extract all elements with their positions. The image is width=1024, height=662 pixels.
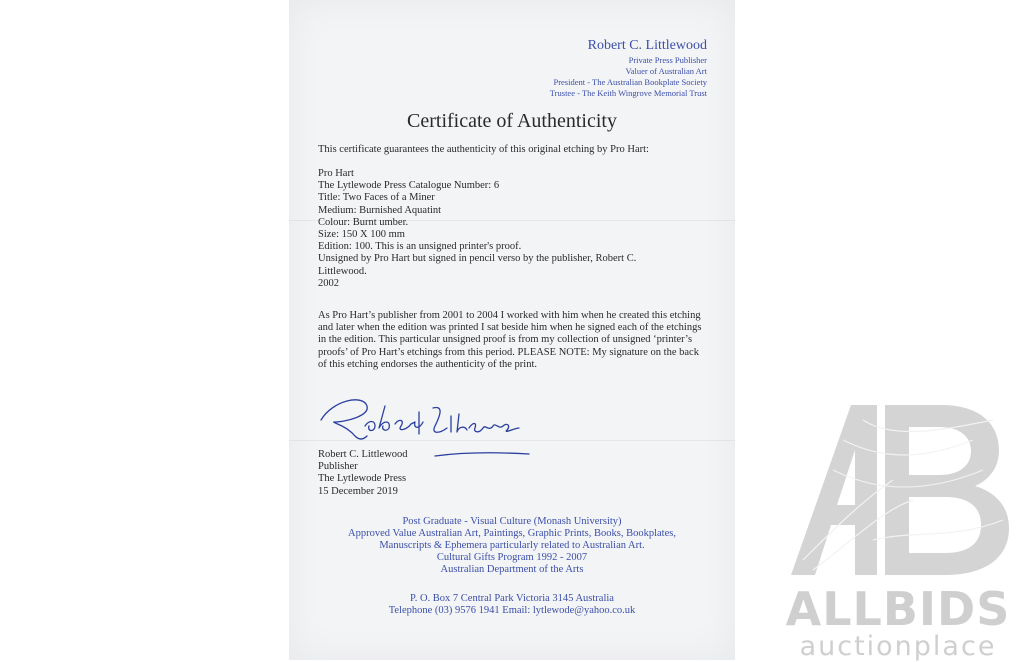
- footer-contact: [289, 593, 735, 617]
- footer-line: Australian Department of the Arts: [440, 564, 584, 575]
- footer-line: Cultural Gifts Program 1992 - 2007: [436, 552, 588, 563]
- letterhead-line: President - The Australian Bookplate Society: [553, 77, 707, 87]
- watermark-brand: ALLBIDS: [785, 582, 1011, 636]
- signer-name: Robert C. Littlewood: [318, 449, 408, 460]
- certificate-title: Certificate of Authenticity: [407, 110, 617, 132]
- detail-line: The Lytlewode Press Catalogue Number: 6: [318, 180, 500, 192]
- letterhead-line: Trustee - The Keith Wingrove Memorial Trust: [549, 88, 707, 98]
- letterhead-name: Robert C. Littlewood: [587, 38, 707, 53]
- signer-date: 15 December 2019: [318, 485, 398, 497]
- letterhead-line: Private Press Publisher: [628, 55, 707, 65]
- watermark-subtitle: auctionplace: [799, 631, 997, 662]
- letterhead-line: Valuer of Australian Art: [625, 66, 707, 76]
- intro-text: This certificate guarantees the authenticity of this original etching by Pro Hart:: [318, 144, 649, 155]
- allbids-watermark: [773, 400, 1023, 660]
- detail-line: Unsigned by Pro Hart but signed in pencil verso by the publisher, Robert C.: [318, 253, 637, 265]
- footer-email: Telephone (03) 9576 1941 Email: lytlewode@yahoo.co.uk: [388, 605, 636, 616]
- footer-line: Manuscripts & Ephemera particularly related to Australian Art.: [379, 540, 645, 551]
- allbids-logo-icon: [773, 400, 1023, 580]
- detail-line: Edition: 100. This is an unsigned printer's proof.: [318, 241, 522, 253]
- footer-credentials: [289, 516, 735, 576]
- detail-line: Pro Hart: [318, 168, 354, 179]
- certificate-paper: [289, 0, 735, 660]
- letterhead: [550, 37, 707, 99]
- detail-line: 2002: [318, 277, 339, 289]
- detail-line: Medium: Burnished Aquatint: [318, 204, 442, 216]
- footer-line: Post Graduate - Visual Culture (Monash University): [402, 516, 622, 527]
- signer-title: Publisher: [318, 461, 358, 473]
- detail-line: Littlewood.: [318, 265, 367, 277]
- detail-line: Size: 150 X 100 mm: [318, 229, 405, 241]
- details-list: [318, 168, 708, 290]
- footer-address: P. O. Box 7 Central Park Victoria 3145 Australia: [410, 593, 614, 604]
- detail-line: Colour: Burnt umber.: [318, 216, 409, 228]
- footer-line: Approved Value Australian Art, Paintings, Graphic Prints, Books, Bookplates,: [348, 528, 676, 539]
- detail-line: Title: Two Faces of a Miner: [318, 192, 435, 204]
- signer-block: [318, 449, 708, 498]
- signer-company: The Lytlewode Press: [318, 473, 407, 485]
- authenticity-paragraph: As Pro Hart’s publisher from 2001 to 2004 I worked with him when he created this etching and later when the edition was printed I sat beside him when he signed each of the etchings in the edition. This particular unsigned proof is from my collection of unsigned ‘printer’s proofs’ of Pro Hart’s etchings from this period. PLEASE NOTE: My signature on the back of this etching endorses the authenticity of the print.: [318, 310, 702, 370]
